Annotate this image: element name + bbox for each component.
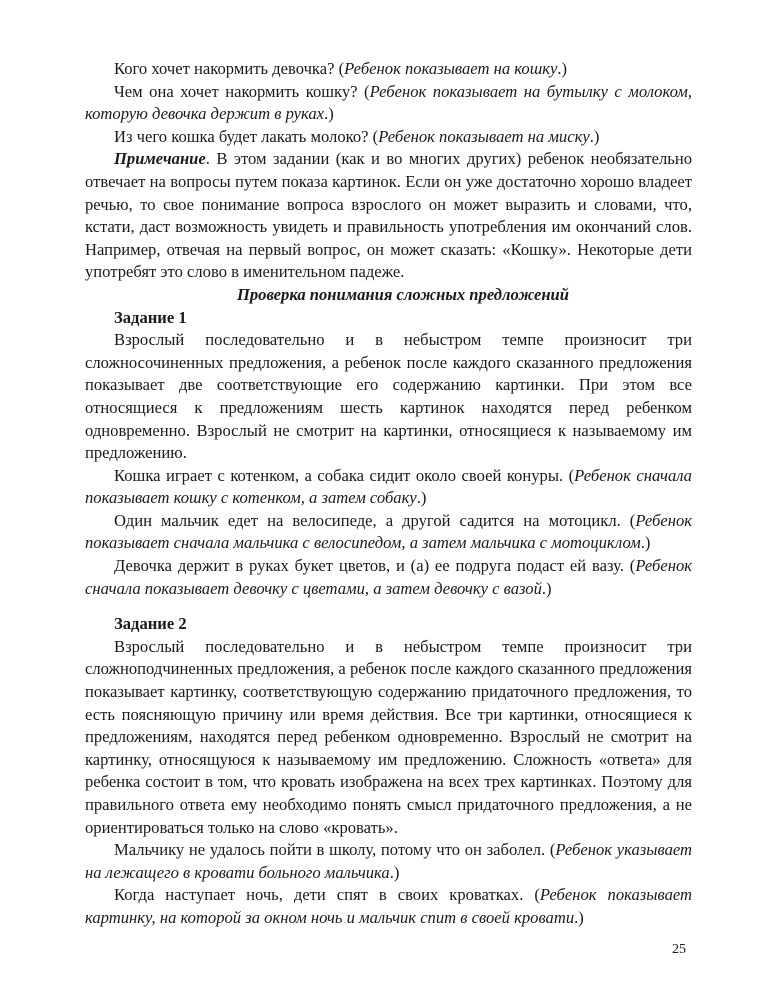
paragraph-italic: Ребенок показывает на кошку [344,59,558,78]
paragraph-text: Из чего кошка будет лакать молоко? ( [114,126,379,146]
item-end: .) [416,488,427,508]
paragraph-end: .) [324,104,334,124]
task-2-item [85,839,692,884]
paragraph-end: .) [589,126,600,146]
paragraph-text: Кого хочет накормить девочка? ( [114,59,345,78]
task-1-title: Задание 1 [114,307,187,327]
item-end: .) [640,533,651,553]
item-text: Мальчику не удалось пойти в школу, потому что он заболел. ( [114,840,556,860]
item-text: Один мальчик едет на велосипеде, а другой садится на мотоцикл. ( [114,510,636,530]
task-1-item [85,510,692,555]
task-2-title: Задание 2 [114,614,187,634]
question-paragraph [85,81,692,126]
item-text: Когда наступает ночь, дети спят в своих кроватках. ( [114,885,540,905]
item-italic: Ребенок сначала показывает кошку с котенком, а затем собаку [85,465,692,508]
item-italic: Ребенок указывает на лежащего в кровати больного мальчика [85,840,692,882]
page-number: 25 [672,942,686,957]
task-2-item [85,884,692,929]
task-1-item [85,555,692,600]
item-end: .) [389,862,400,882]
item-text: Девочка держит в руках букет цветов, и (а) ее подруга подаст ей вазу. ( [114,556,636,576]
question-paragraph [85,58,692,81]
item-end: .) [574,907,584,927]
item-italic: Ребенок показывает сначала мальчика с велосипедом, а затем мальчика с мотоциклом [85,510,692,553]
paragraph-text: Чем она хочет накормить кошку? ( [114,81,370,101]
note-label: Примечание [114,149,206,169]
item-italic: Ребенок показывает картинку, на которой за окном ночь и мальчик спит в своей кровати [85,885,692,927]
task-1-intro: Взрослый последовательно и в небыстром темпе произносит три сложносочиненных предложения, а ребенок после каждого сказанного предложения показывает две соответствующие его содержанию картинки. При этом все относящиеся к предложениям шесть картинок находятся перед ребенком одновременно. Взрослый не смотрит на картинки, относящиеся к называемому им предложению. [85,330,692,463]
task-1-item [85,465,692,510]
item-italic: Ребенок сначала показывает девочку с цветами, а затем девочку с вазой [85,556,692,598]
paragraph-italic: Ребенок показывает на миску [378,126,590,146]
item-text: Кошка играет с котенком, а собака сидит около своей конуры. ( [114,465,575,485]
question-paragraph [85,126,692,149]
item-end: .) [541,578,552,598]
page-body [85,58,692,930]
section-title: Проверка понимания сложных предложений [236,284,570,304]
note-paragraph [85,148,692,284]
paragraph-italic: Ребенок показывает на бутылку с молоком, которую девочка держит в руках [85,81,693,124]
note-text: . В этом задании (как и во многих других) ребенок необязательно отвечает на вопросы путем показа картинок. Если он уже достаточно хорошо владеет речью, то свое понимание вопроса взрослого он может выразить и словами, что, кстати, даст возможность увидеть и правильность употребления им окончаний слов. Например, отвечая на первый вопрос, он может сказать: «Кошку». Некоторые дети употребят это слово в именительном падеже. [85,149,692,282]
paragraph-end: .) [557,59,568,78]
task-2-intro: Взрослый последовательно и в небыстром темпе произносит три сложноподчиненных предложения, а ребенок после каждого сказанного предложения показывает картинку, соответствующую содержанию придаточного предложения, то есть поясняющую причину или время действия. Все три картинки, относящиеся к предложениям, находятся перед ребенком одновременно. Взрослый не смотрит на картинку, относящуюся к называемому им предложению. Сложность «ответа» для ребенка состоит в том, что кровать изображена на всех трех картинках. Поэтому для правильного ответа ему необходимо понять смысл придаточного предложения, а не ориентироваться только на слово «кровать». [85,636,692,837]
